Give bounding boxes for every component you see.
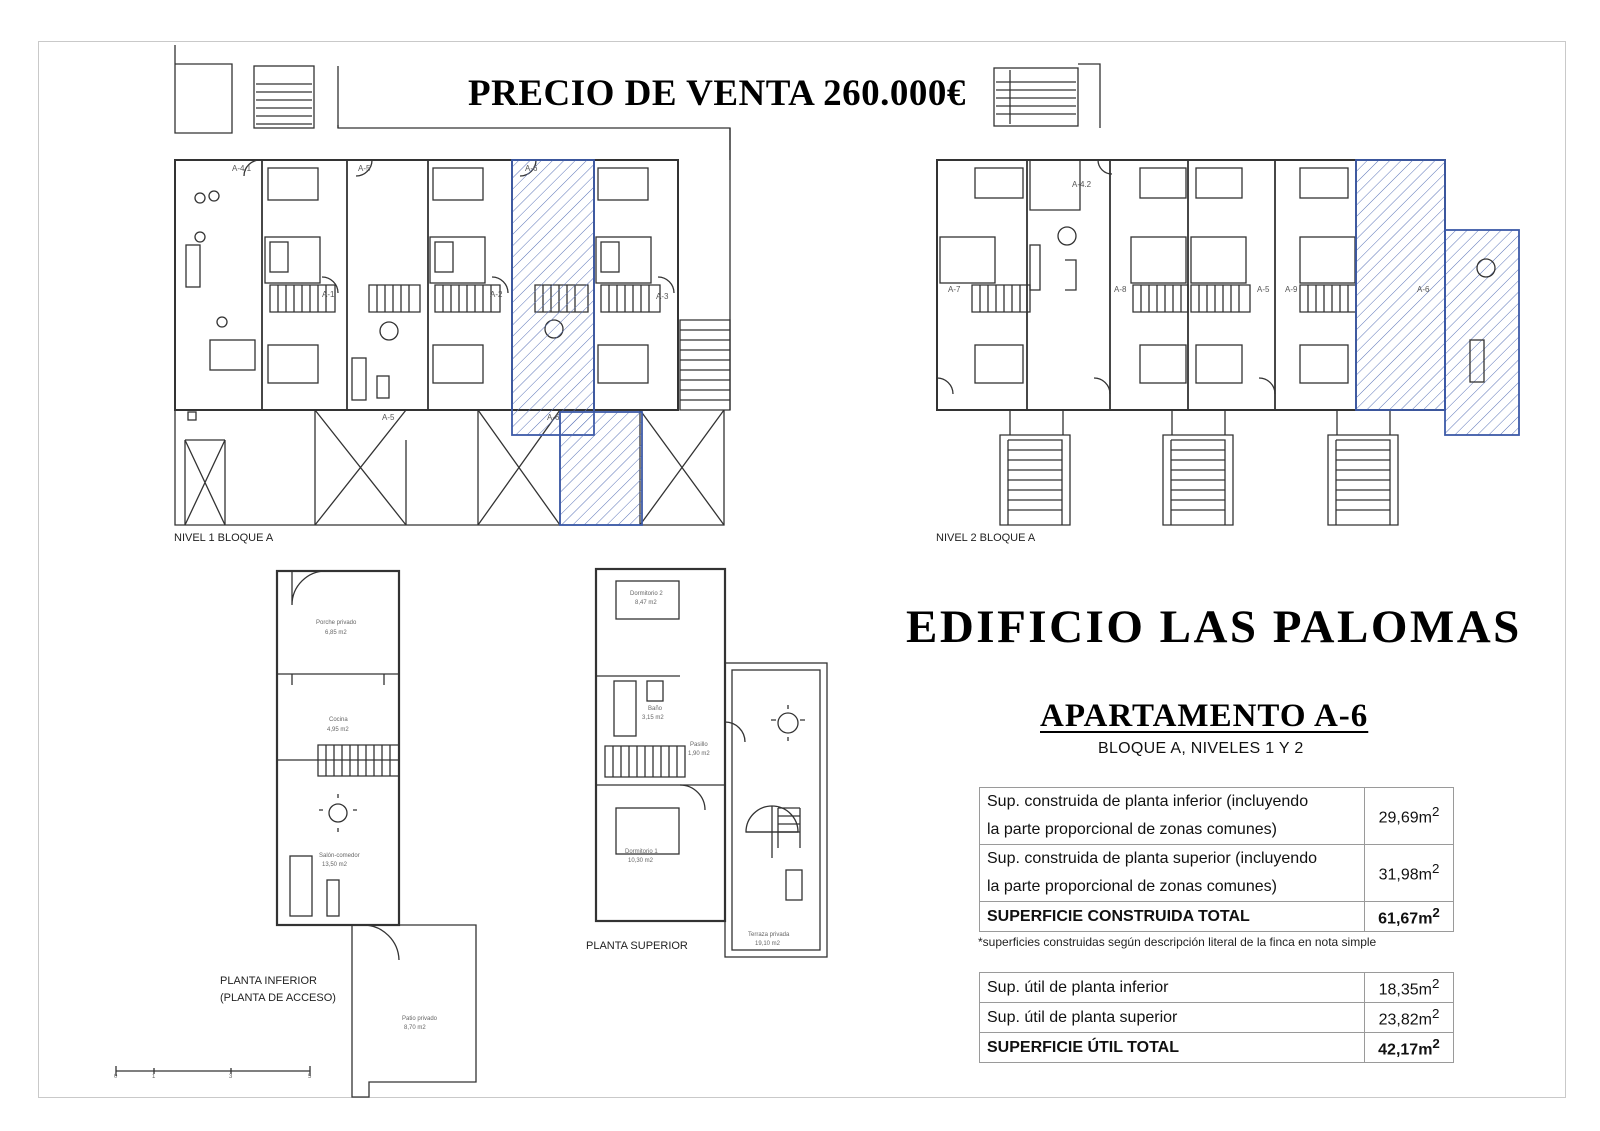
unit-label: A-1 <box>322 290 335 299</box>
room-area: 3,15 m2 <box>642 715 664 721</box>
a6-highlight-nivel2 <box>1356 160 1445 410</box>
room-label: Baño <box>648 706 663 712</box>
superficies-utiles-table <box>979 972 1454 1063</box>
unit-label: A-6 <box>525 164 538 173</box>
table-cell-label: SUPERFICIE CONSTRUIDA TOTAL <box>980 902 1365 932</box>
table-row-total <box>980 1033 1454 1063</box>
room-label: Pasillo <box>690 742 708 748</box>
unit-label: A-8 <box>1114 285 1127 294</box>
apartment-subtitle: BLOQUE A, NIVELES 1 Y 2 <box>1098 740 1304 757</box>
nivel1-caption: NIVEL 1 BLOQUE A <box>174 532 274 544</box>
table-cell-value: $61,67m^2$ <box>1365 902 1454 932</box>
unit-label: A-4.2 <box>1072 180 1092 189</box>
table-cell-label: SUPERFICIE ÚTIL TOTAL <box>980 1033 1365 1063</box>
scale-tick: 0 <box>114 1074 118 1080</box>
unit-label: A-6 <box>1417 285 1430 294</box>
building-title: EDIFICIO LAS PALOMAS <box>906 601 1522 653</box>
room-label: Patio privado <box>402 1016 438 1022</box>
unit-label: A-2 <box>490 290 503 299</box>
price-title: PRECIO DE VENTA 260.000€ <box>468 73 966 114</box>
unit-label: A-9 <box>1285 285 1298 294</box>
table-cell-label: Sup. útil de planta superior <box>980 1003 1365 1033</box>
room-area: 10,30 m2 <box>628 858 654 864</box>
planta-superior-caption: PLANTA SUPERIOR <box>586 940 688 952</box>
unit-label: A-3 <box>656 292 669 301</box>
unit-label: A-5 <box>358 164 371 173</box>
nivel1-plan <box>175 45 730 525</box>
planta-inferior-subcaption: (PLANTA DE ACCESO) <box>220 992 336 1004</box>
a6-terrace-highlight <box>1445 230 1519 435</box>
room-area: 4,95 m2 <box>327 727 349 733</box>
unit-label: A-5 <box>382 413 395 422</box>
superficies-construidas-table <box>979 787 1454 932</box>
table-row <box>980 973 1454 1003</box>
room-area: 13,50 m2 <box>322 862 348 868</box>
table-row <box>980 845 1454 902</box>
table-cell-label: Sup. útil de planta inferior <box>980 973 1365 1003</box>
table-row-total <box>980 902 1454 932</box>
room-area: 19,10 m2 <box>755 941 781 947</box>
unit-label: A-7 <box>948 285 961 294</box>
planta-superior-plan <box>596 569 827 957</box>
table-row <box>980 788 1454 845</box>
scale-tick: 3 <box>229 1074 233 1080</box>
a6-highlight-nivel1 <box>512 160 594 435</box>
room-label: Porche privado <box>316 620 357 626</box>
apartment-title: APARTAMENTO A-6 <box>1040 698 1369 734</box>
table-cell-value: $18,35m^2$ <box>1365 973 1454 1003</box>
table-cell-label: Sup. construida de planta inferior (incluyendo la parte proporcional de zonas comunes) <box>980 788 1365 845</box>
table-cell-value: $23,82m^2$ <box>1365 1003 1454 1033</box>
table-cell-value: $31,98m^2$ <box>1365 845 1454 902</box>
room-area: 1,90 m2 <box>688 751 710 757</box>
unit-label: A-5 <box>1257 285 1270 294</box>
table-cell-value: $42,17m^2$ <box>1365 1033 1454 1063</box>
table-cell-label: Sup. construida de planta superior (incluyendo la parte proporcional de zonas comunes) <box>980 845 1365 902</box>
a6-patio-highlight <box>560 412 642 525</box>
scale-tick: 5 <box>308 1074 312 1080</box>
room-label: Dormitorio 2 <box>630 591 663 597</box>
room-area: 6,85 m2 <box>325 630 347 636</box>
unit-label: A-6 <box>547 413 560 422</box>
table-row <box>980 1003 1454 1033</box>
scale-tick: 1 <box>152 1074 156 1080</box>
room-label: Terraza privada <box>748 932 790 938</box>
nivel2-caption: NIVEL 2 BLOQUE A <box>936 532 1036 544</box>
room-area: 8,70 m2 <box>404 1025 426 1031</box>
room-label: Salón-comedor <box>319 853 360 859</box>
unit-label: A-4.1 <box>232 164 252 173</box>
room-label: Cocina <box>329 717 348 723</box>
room-area: 8,47 m2 <box>635 600 657 606</box>
footnote: *superficies construidas según descripción literal de la finca en nota simple <box>978 935 1377 949</box>
table-cell-value: $29,69m^2$ <box>1365 788 1454 845</box>
room-label: Dormitorio 1 <box>625 849 658 855</box>
planta-inferior-caption: PLANTA INFERIOR <box>220 975 317 987</box>
